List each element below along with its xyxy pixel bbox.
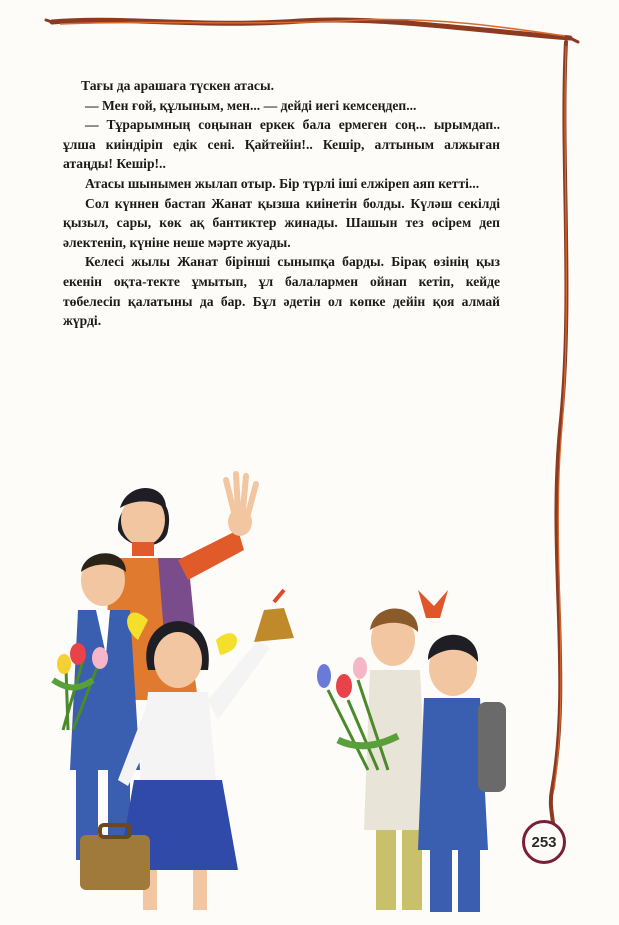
paragraph: — Мен ғой, құлыным, мен... — дейді иегі кемсеңдеп... (85, 97, 417, 113)
page-number: 253 (522, 820, 566, 864)
story-text (63, 76, 500, 331)
paragraph: Сол күннен бастап Жанат қызша киінетін болды. Күләш секілді қызыл, сары, көк ақ бантиктер жинады. Шашын тез өсірем деп әлектеніп, күніне неше мәрте жуады. (63, 195, 500, 250)
paragraph: — Тұрарымның соңынан еркек бала ермеген соң... ырымдап.. ұлша киіндіріп едік сені. Қайтейін!.. Кешір, алтыным алжыған атаңды! Кешір!.. (63, 117, 500, 172)
paragraph: Келесі жылы Жанат бірінші сыныпқа барды. Бірақ өзінің қыз екенін оқта-текте ұмытып, ұл балалармен ойнап кетіп, кейде төбелесіп қалатыны да бар. Бұл әдетін ол көпке дейін қоя алмай жүрді. (63, 254, 500, 329)
paragraph: Атасы шынымен жылап отыр. Бір түрлі іші елжіреп аяп кетті... (85, 175, 480, 191)
children-illustration (48, 440, 518, 920)
paragraph: Тағы да арашаға түскен атасы. (81, 78, 274, 93)
boys-right-figures (317, 590, 506, 912)
